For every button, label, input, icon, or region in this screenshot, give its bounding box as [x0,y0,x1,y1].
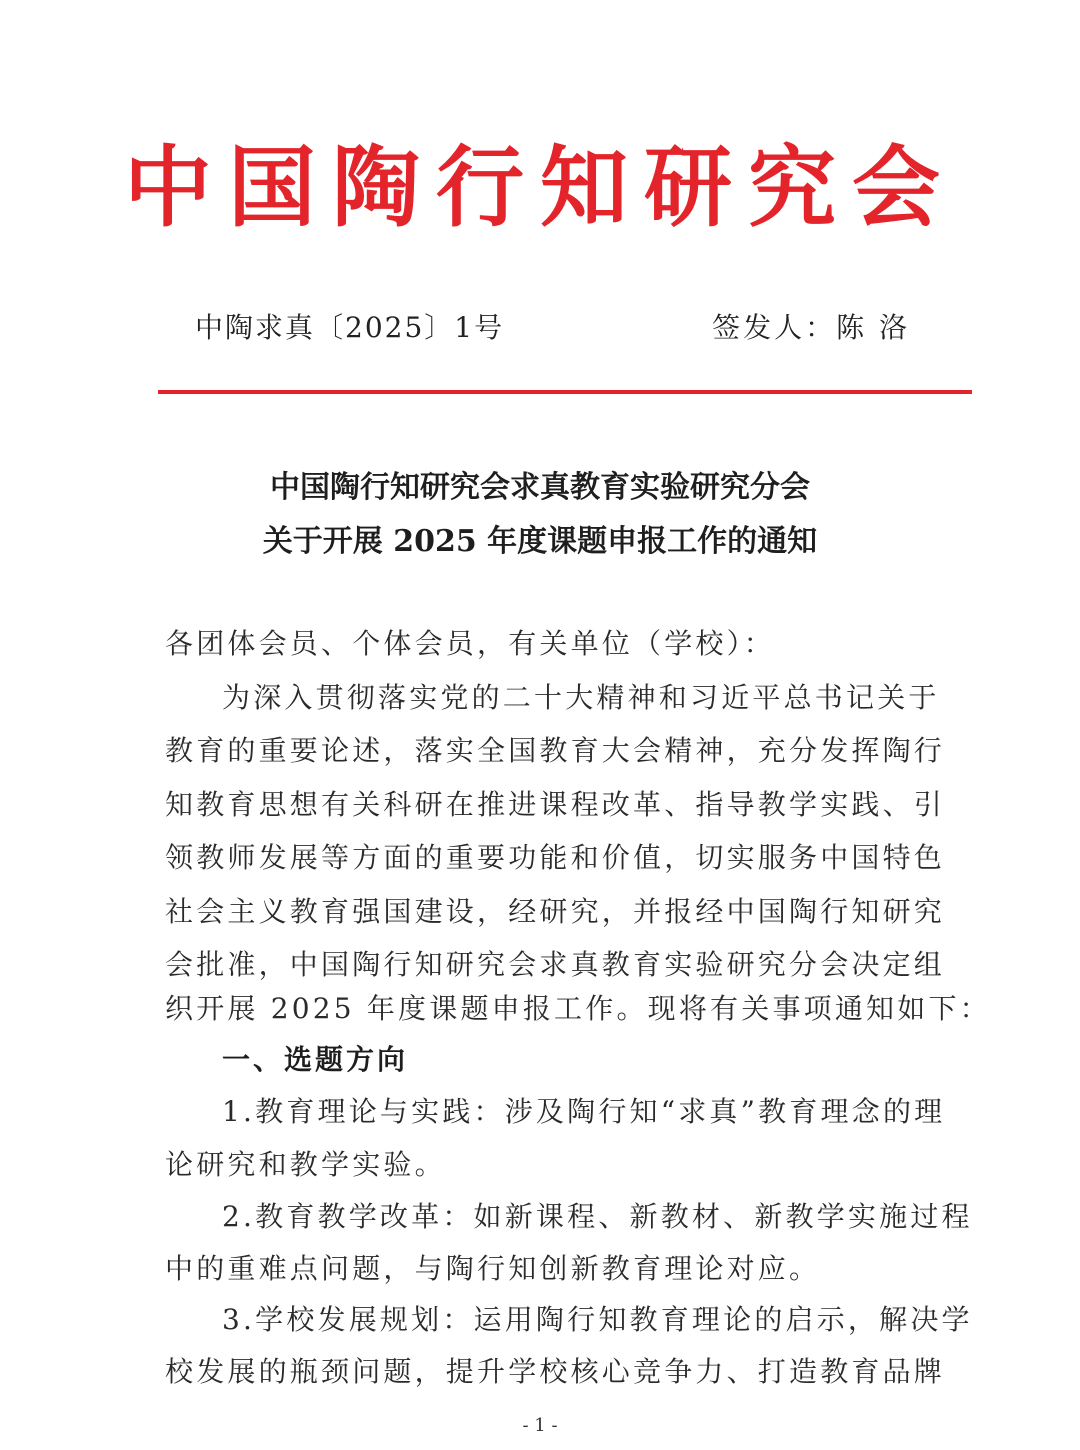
paragraph-line: 织开展 2025 年度课题申报工作。现将有关事项通知如下： [165,992,991,1025]
paragraph-line: 会批准，中国陶行知研究会求真教育实验研究分会决定组 [165,948,946,981]
list-item-line: 1.教育理论与实践：涉及陶行知“求真”教育理念的理 [222,1095,946,1128]
list-item-line: 论研究和教学实验。 [165,1148,446,1181]
list-item-line: 校发展的瓶颈问题，提升学校核心竞争力、打造教育品牌 [165,1355,946,1388]
paragraph-line: 为深入贯彻落实党的二十大精神和习近平总书记关于 [222,681,940,714]
red-divider-line [158,390,972,394]
list-item-line: 2.教育教学改革：如新课程、新教材、新教学实施过程 [222,1200,973,1233]
paragraph-line: 社会主义教育强国建设，经研究，并报经中国陶行知研究 [165,895,946,928]
page-number: - 1 - [522,1415,558,1436]
section-heading: 一、选题方向 [222,1043,409,1076]
notice-title-line-2: 关于开展 2025 年度课题申报工作的通知 [262,524,818,559]
notice-title-line-1: 中国陶行知研究会求真教育实验研究分会 [270,470,810,505]
paragraph-line: 知教育思想有关科研在推进课程改革、指导教学实践、引 [165,788,946,821]
paragraph-line: 领教师发展等方面的重要功能和价值，切实服务中国特色 [165,841,946,874]
list-item-line: 中的重难点问题，与陶行知创新教育理论对应。 [165,1252,821,1285]
issuer-signature: 签发人：陈 洛 [712,311,910,344]
organization-masthead: 中国陶行知研究会 [123,135,956,239]
salutation: 各团体会员、个体会员，有关单位（学校）： [165,627,776,660]
list-item-line: 3.学校发展规划：运用陶行知教育理论的启示，解决学 [222,1303,973,1336]
paragraph-line: 教育的重要论述，落实全国教育大会精神，充分发挥陶行 [165,734,946,767]
document-number: 中陶求真〔2025〕1号 [195,311,505,344]
